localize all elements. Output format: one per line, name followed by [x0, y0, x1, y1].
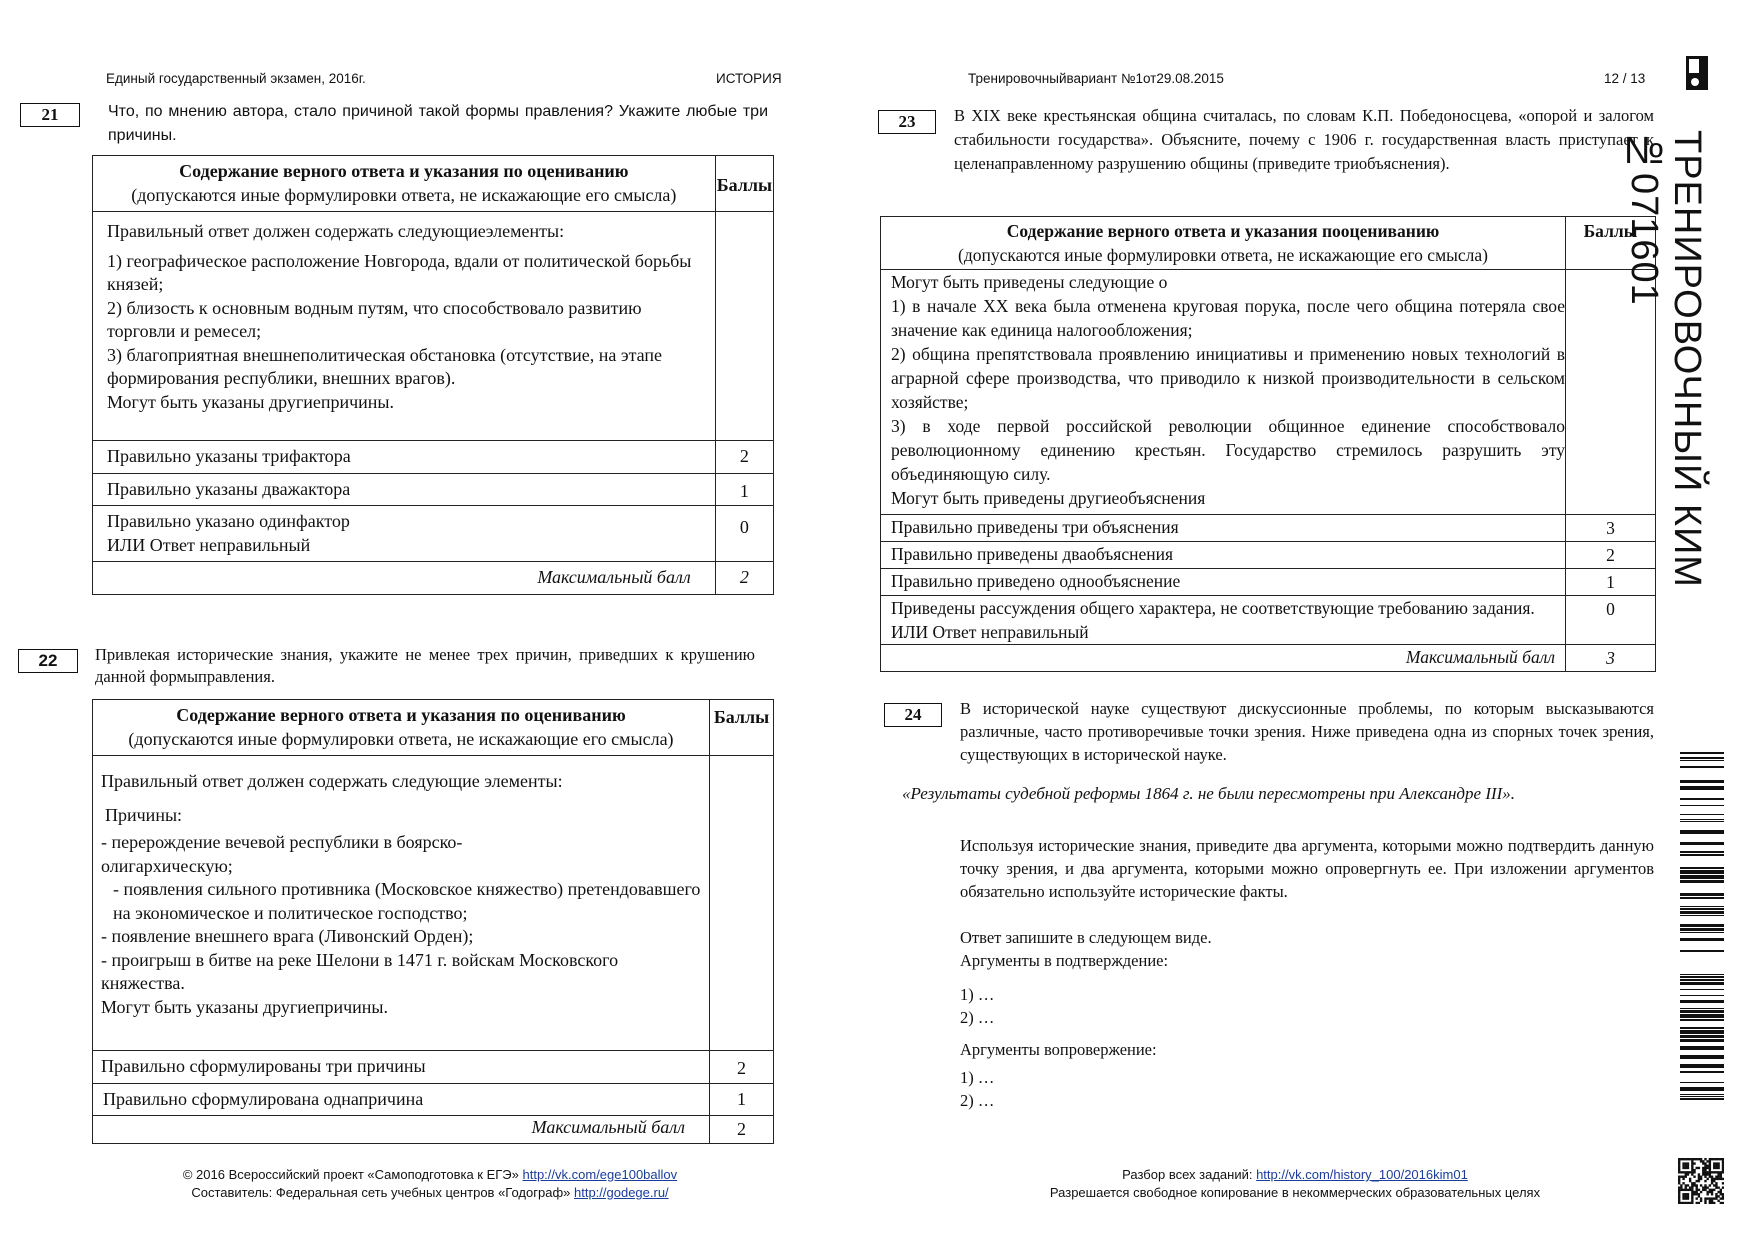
q22-row-score: 1	[710, 1083, 774, 1116]
q22-content-line: - появление внешнего врага (Ливонский Орден);	[101, 926, 474, 946]
header-exam: Единый государственный экзамен, 2016г.	[106, 71, 366, 86]
q24-refute-item: 2) …	[960, 1091, 995, 1110]
q21-row-score: 0	[715, 506, 773, 562]
header-variant: Тренировочныйвариант №1от29.08.2015	[968, 71, 1224, 86]
q24-refute-label: Аргументы вопровержение:	[960, 1040, 1157, 1059]
q22-criteria-table	[92, 699, 774, 1144]
question-23-text: В XIX веке крестьянская община считалась, по словам К.П. Победоносцева, «опорой и залогом стабильности государства». Объясните, почему с 1906 г. государственная власть приступает к целенаправленному разрушению общины (приведите триобъяснения).	[954, 106, 1654, 173]
q23-answer-content	[881, 270, 1566, 515]
footer-left-text1: © 2016 Всероссийский проект «Самоподготовка к ЕГЭ»	[182, 1167, 523, 1182]
q22-table-header	[93, 700, 710, 756]
q24-quote: «Результаты судебной реформы 1864 г. не были пересмотрены при Александре III».	[902, 784, 1516, 803]
q22-row-label: Правильно сформулирована однапричина	[93, 1083, 710, 1116]
question-number-24: 24	[884, 703, 942, 727]
q23-header-title: Содержание верного ответа и указания пооцениванию	[1006, 221, 1440, 241]
q21-table-header	[93, 156, 716, 212]
q22-max-label: Максимальный балл	[93, 1116, 710, 1144]
q23-row-label: Правильно приведены дваобъяснения	[881, 542, 1566, 569]
q24-instruction: Используя исторические знания, приведите два аргумента, которыми можно подтвердить данную точку зрения, и два аргумента, которыми можно опровергнуть ее. При изложении аргументов обязательно используйте исторические факты.	[960, 836, 1654, 901]
q23-content-line: 2) община препятствовала проявлению инициативы и применению новых технологий в аграрной сфере производства, что приводило к низкой производительности в сельском хозяйстве;	[891, 344, 1565, 412]
barcode-icon	[1680, 752, 1724, 1104]
q22-header-score: Баллы	[710, 700, 774, 756]
q23-content-line: 3) в ходе первой российской революции общинное единение способствовало революционному единению крестьян. Государство стремилось разрушить эту объединяющую силу.	[891, 416, 1565, 484]
q21-content-line: 1) географическое расположение Новгорода, вдали от политической борьбы князей;	[107, 250, 692, 294]
header-page: 12 / 13	[1604, 71, 1646, 86]
side-title: ТРЕНИРОВОЧНЫЙ КИМ №071601	[1623, 130, 1708, 588]
q23-row-label: Правильно приведены три объяснения	[881, 515, 1566, 542]
header-subject: ИСТОРИЯ	[716, 71, 782, 86]
q21-row-label: Правильно указано одинфактор ИЛИ Ответ неправильный	[93, 506, 716, 562]
q21-criteria-table	[92, 155, 774, 595]
qr-code-icon	[1678, 1158, 1724, 1204]
q22-content-line: Правильный ответ должен содержать следующие элементы:	[101, 771, 563, 791]
q23-header-score: Баллы	[1566, 217, 1656, 270]
q22-header-title: Содержание верного ответа и указания по оцениванию	[176, 705, 626, 725]
q24-answer-form: Ответ запишите в следующем виде.	[960, 928, 1212, 947]
question-22-text: Привлекая исторические знания, укажите не менее трех причин, приведших к крушению данной формыправления.	[95, 645, 755, 686]
q23-table-header	[881, 217, 1566, 270]
footer-left-line1	[130, 1166, 730, 1184]
q24-confirm-item: 1) …	[960, 985, 995, 1004]
question-24-text: В исторической науке существуют дискуссионные проблемы, по которым высказываются различные, часто противоречивые точки зрения. Ниже приведена одна из спорных точек зрения, существующих в исторической науке.	[960, 699, 1654, 764]
q22-content-line: - перерождение вечевой республики в боярско-олигархическую;	[101, 832, 463, 876]
q22-content-line: Могут быть указаны другиепричины.	[101, 996, 389, 1017]
question-number-23: 23	[878, 110, 936, 134]
q21-header-score: Баллы	[715, 156, 773, 212]
q21-content-line: Могут быть указаны другиепричины.	[107, 391, 395, 412]
q21-row-label: Правильно указаны дважактора	[93, 473, 716, 506]
q23-max-value: 3	[1566, 645, 1656, 672]
q21-max-label: Максимальный балл	[93, 562, 716, 595]
footer-right	[1010, 1166, 1580, 1202]
footer-right-link1[interactable]: http://vk.com/history_100/2016kim01	[1256, 1167, 1468, 1182]
q22-content-line: - появления сильного противника (Московское княжество) претендовавшего на экономическое и политическое господство;	[113, 879, 701, 923]
footer-right-text1: Разбор всех заданий:	[1122, 1167, 1257, 1182]
q23-row-score: 2	[1566, 542, 1656, 569]
q21-max-value: 2	[715, 562, 773, 595]
q23-max-label: Максимальный балл	[881, 645, 1566, 672]
q22-row-label: Правильно сформулированы три причины	[93, 1051, 710, 1084]
q23-content-line: Могут быть приведены следующие о	[891, 272, 1168, 292]
q24-confirm-label: Аргументы в подтверждение:	[960, 951, 1169, 970]
corner-marker-icon	[1686, 56, 1708, 90]
q21-row-score: 1	[715, 473, 773, 506]
q21-header-sub: (допускаются иные формулировки ответа, не искажающие его смысла)	[131, 184, 677, 205]
q21-content-line: Правильный ответ должен содержать следующиеэлементы:	[107, 221, 565, 241]
q22-answer-content	[93, 756, 710, 1051]
q23-row-score: 3	[1566, 515, 1656, 542]
footer-left	[130, 1166, 730, 1202]
footer-left-link2[interactable]: http://godege.ru/	[573, 1185, 669, 1200]
q21-row-label: Правильно указаны трифактора	[93, 441, 716, 474]
question-number-22: 22	[18, 649, 78, 673]
q21-row-score: 2	[715, 441, 773, 474]
q23-header-sub: (допускаются иные формулировки ответа, не искажающие его смысла)	[958, 245, 1488, 265]
q22-row-score: 2	[710, 1051, 774, 1084]
q21-content-line: 3) благоприятная внешнеполитическая обстановка (отсутствие, на этапе формирования республики, внешних врагов).	[107, 344, 663, 388]
q22-max-value: 2	[710, 1116, 774, 1144]
q24-refute-item: 1) …	[960, 1068, 995, 1087]
q22-content-line: - проигрыш в битве на реке Шелони в 1471 г. войскам Московского княжества.	[101, 949, 619, 993]
footer-right-line2: Разрешается свободное копирование в некоммерческих образовательных целях	[1049, 1185, 1541, 1200]
footer-left-line2	[130, 1184, 730, 1202]
q21-header-title: Содержание верного ответа и указания по оцениванию	[179, 161, 629, 181]
q23-row-score: 0	[1566, 596, 1656, 645]
q23-content-line: 1) в начале XX века была отменена круговая порука, после чего община потеряла свое значение как единица налогообложения;	[891, 296, 1565, 340]
q21-answer-content	[93, 212, 716, 441]
footer-left-text2: Составитель: Федеральная сеть учебных центров «Годограф»	[191, 1185, 574, 1200]
q21-content-line: 2) близость к основным водным путям, что способствовало развитию торговли и ремесел;	[107, 297, 642, 341]
q23-row-score: 1	[1566, 569, 1656, 596]
question-number-21: 21	[20, 103, 80, 127]
q24-confirm-item: 2) …	[960, 1008, 995, 1027]
question-21-text: Что, по мнению автора, стало причиной такой формы правления? Укажите любые три причины.	[108, 103, 768, 144]
q23-content-line: Могут быть приведены другиеобъяснения	[891, 488, 1206, 508]
q22-header-sub: (допускаются иные формулировки ответа, не искажающие его смысла)	[128, 728, 674, 749]
q22-content-line: Причины:	[105, 804, 183, 825]
footer-right-line1	[1010, 1166, 1580, 1184]
footer-left-link1[interactable]: http://vk.com/ege100ballov	[522, 1167, 678, 1182]
q23-row-label: Приведены рассуждения общего характера, не соответствующие требованию задания. ИЛИ Ответ неправильный	[881, 596, 1566, 645]
q23-row-label: Правильно приведено однообъяснение	[881, 569, 1566, 596]
q23-criteria-table	[880, 216, 1656, 672]
